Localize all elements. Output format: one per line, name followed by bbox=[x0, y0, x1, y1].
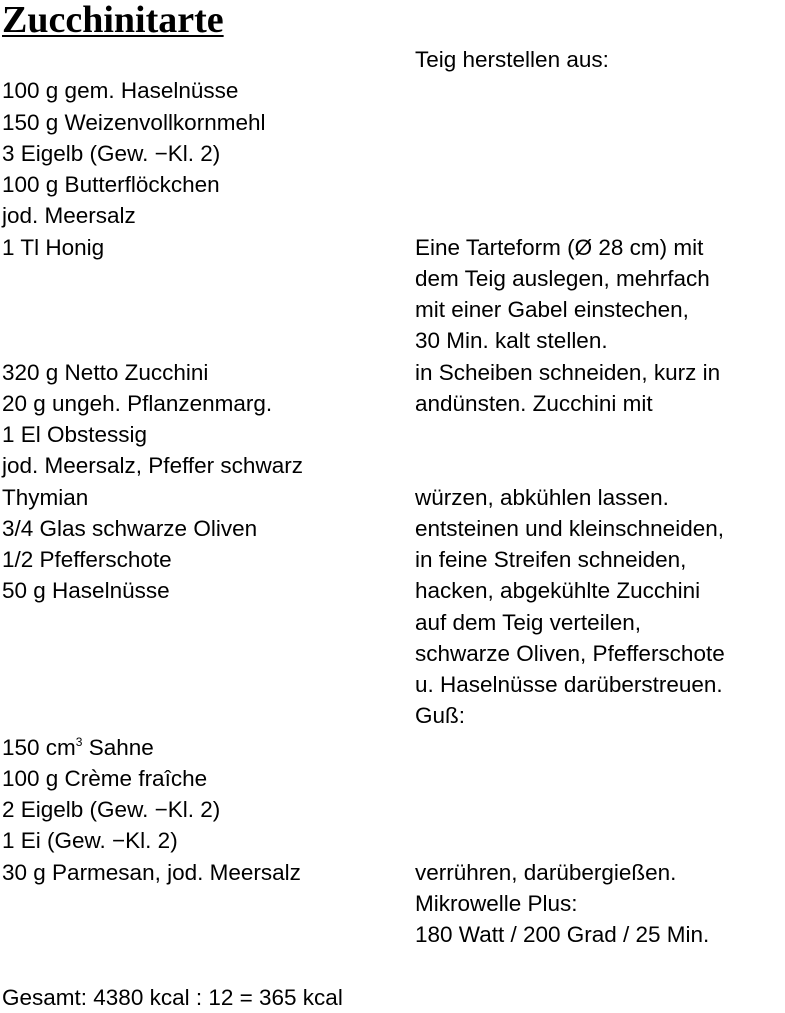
instruction-text: in feine Streifen schneiden, bbox=[415, 547, 687, 572]
instruction-text: 30 Min. kalt stellen. bbox=[415, 328, 608, 354]
ingredient-text: 30 g Parmesan, jod. Meersalz bbox=[2, 859, 301, 885]
instruction-text: Mikrowelle Plus: bbox=[415, 890, 578, 916]
recipe-row bbox=[0, 575, 785, 606]
ingredient-text: jod. Meersalz bbox=[2, 203, 136, 229]
recipe-row bbox=[0, 232, 785, 263]
ingredient-text: Thymian bbox=[2, 484, 89, 510]
recipe-row bbox=[0, 169, 785, 200]
ingredient-text: 100 g gem. Haselnüsse bbox=[2, 78, 239, 104]
ingredient-sahne bbox=[2, 732, 154, 763]
instruction-text: mit einer Gabel einstechen, bbox=[415, 297, 689, 322]
ingredient-text: 100 g Crème fraîche bbox=[2, 765, 208, 791]
instruction-text: andünsten. Zucchini mit bbox=[415, 390, 653, 416]
ingredient-text: 1/2 Pfefferschote bbox=[2, 547, 172, 572]
ingredient-text: 320 g Netto Zucchini bbox=[2, 359, 209, 385]
ingredient-text: 1 El Obstessig bbox=[2, 422, 148, 447]
recipe-row bbox=[0, 263, 785, 294]
recipe-row bbox=[0, 919, 785, 950]
recipe-row bbox=[0, 325, 785, 356]
ingredient-text: 1 Tl Honig bbox=[2, 234, 105, 260]
recipe-row bbox=[0, 950, 785, 981]
sahne-unit-exponent: 3 bbox=[75, 734, 83, 749]
recipe-row bbox=[0, 888, 785, 919]
recipe-row bbox=[0, 857, 785, 888]
instruction-text: in Scheiben schneiden, kurz in bbox=[415, 359, 721, 385]
recipe-title: Zucchinitarte bbox=[2, 0, 224, 41]
instruction-text: Guß: bbox=[415, 703, 466, 729]
ingredient-text: 150 g Weizenvollkornmehl bbox=[2, 109, 266, 135]
instruction-text: Teig herstellen aus: bbox=[415, 47, 609, 72]
sahne-name: Sahne bbox=[82, 734, 154, 760]
recipe-row bbox=[0, 544, 785, 575]
instruction-text: entsteinen und kleinschneiden, bbox=[415, 515, 724, 541]
recipe-row bbox=[0, 732, 785, 763]
recipe-row bbox=[0, 763, 785, 794]
instruction-text: schwarze Oliven, Pfefferschote bbox=[415, 640, 725, 666]
ingredient-text: 50 g Haselnüsse bbox=[2, 578, 170, 604]
recipe-row bbox=[0, 607, 785, 638]
instruction-text: Eine Tarteform (Ø 28 cm) mit bbox=[415, 234, 704, 260]
recipe-row bbox=[0, 638, 785, 669]
recipe-row bbox=[0, 200, 785, 231]
recipe-row bbox=[0, 513, 785, 544]
recipe-row bbox=[0, 450, 785, 481]
recipe-row bbox=[0, 419, 785, 450]
recipe-row bbox=[0, 388, 785, 419]
recipe-row bbox=[0, 44, 785, 75]
ingredient-text: 20 g ungeh. Pflanzenmarg. bbox=[2, 390, 273, 416]
instruction-text: würzen, abkühlen lassen. bbox=[415, 484, 669, 510]
recipe-row bbox=[0, 825, 785, 856]
ingredient-text: 2 Eigelb (Gew. −Kl. 2) bbox=[2, 797, 221, 822]
instruction-text: 180 Watt / 200 Grad / 25 Min. bbox=[415, 922, 710, 947]
ingredient-text: 1 Ei (Gew. −Kl. 2) bbox=[2, 828, 178, 854]
ingredient-text: jod. Meersalz, Pfeffer schwarz bbox=[2, 453, 303, 479]
ingredient-text: 100 g Butterflöckchen bbox=[2, 172, 220, 197]
total-calories: Gesamt: 4380 kcal : 12 = 365 kcal bbox=[2, 984, 343, 1010]
instruction-text: hacken, abgekühlte Zucchini bbox=[415, 578, 701, 604]
ingredient-text: 3 Eigelb (Gew. −Kl. 2) bbox=[2, 140, 221, 166]
recipe-row bbox=[0, 482, 785, 513]
recipe-row bbox=[0, 138, 785, 169]
ingredient-text: 3/4 Glas schwarze Oliven bbox=[2, 515, 258, 541]
recipe-row bbox=[0, 700, 785, 731]
recipe-row bbox=[0, 357, 785, 388]
recipe-row bbox=[0, 669, 785, 700]
instruction-text: dem Teig auslegen, mehrfach bbox=[415, 265, 710, 291]
instruction-text: verrühren, darübergießen. bbox=[415, 859, 677, 885]
sahne-amount: 150 cm bbox=[2, 734, 76, 760]
instruction-text: auf dem Teig verteilen, bbox=[415, 609, 641, 635]
recipe-row bbox=[0, 75, 785, 106]
recipe-row bbox=[0, 107, 785, 138]
recipe-row bbox=[0, 794, 785, 825]
instruction-text: u. Haselnüsse darüberstreuen. bbox=[415, 672, 723, 697]
recipe-row bbox=[0, 294, 785, 325]
